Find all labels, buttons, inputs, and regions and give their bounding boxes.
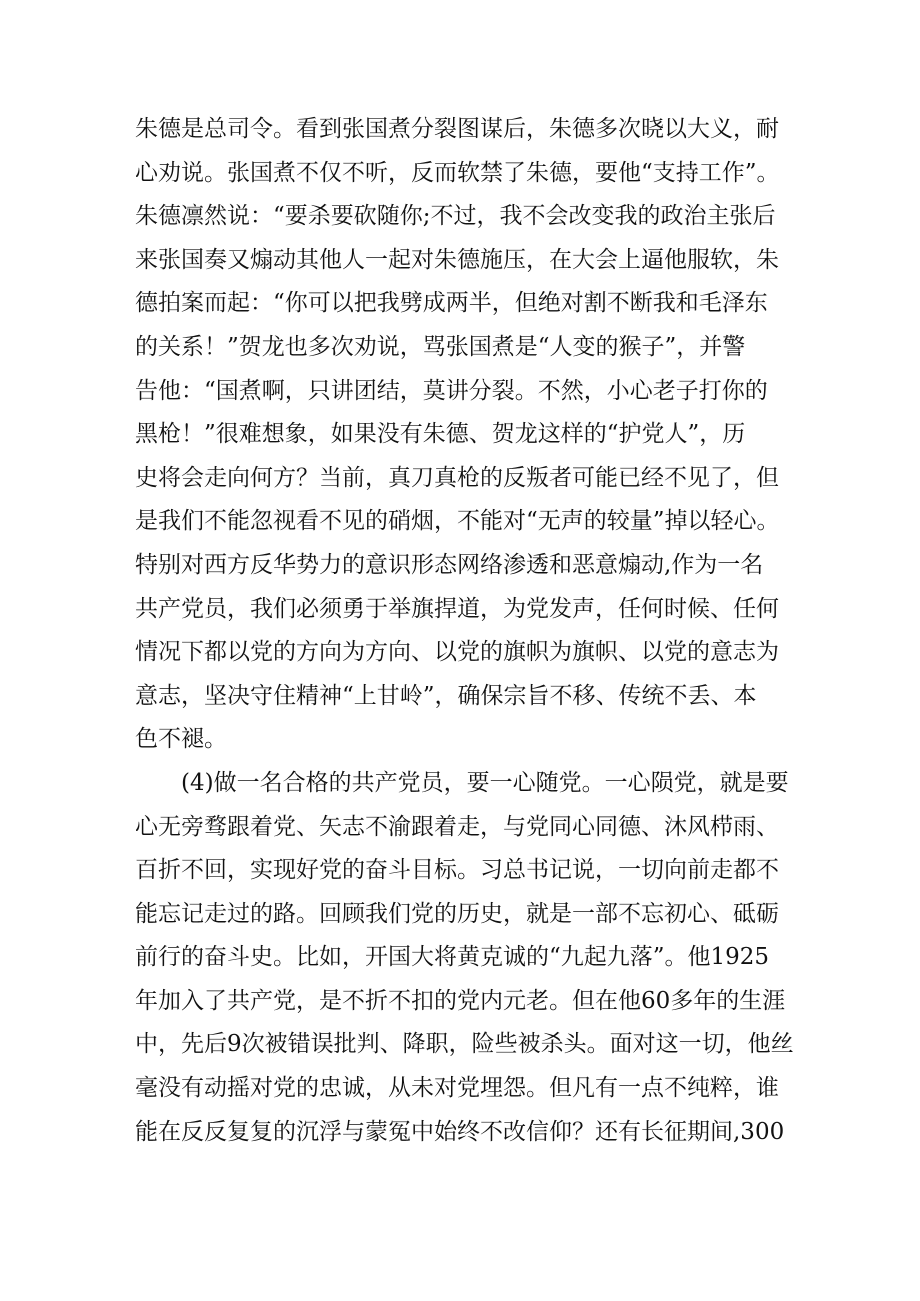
text-line: 共产党员，我们必须勇于举旗捍道，为党发声，任何时候、任何 [135, 595, 779, 622]
text-line: 朱德凛然说：“要杀要砍随你;不过，我不会改变我的政治主张后 [135, 203, 776, 230]
text-line: 是我们不能忽视看不见的硝烟，不能对“无声的较量”掉以轻心。 [135, 508, 780, 535]
text-line: 毫没有动摇对党的忠诚，从未对党埋怨。但凡有一点不纯粹，谁 [135, 1075, 779, 1102]
body-text [135, 108, 795, 1154]
text-line: 前行的奋斗史。比如，开国大将黄克诚的“九起九落”。他1925 [135, 944, 770, 971]
text-line: 来张国奏又煽动其他人一起对朱德施压，在大会上逼他服软，朱 [135, 246, 779, 273]
text-line: 百折不回，实现好党的奋斗目标。习总书记说，一切向前走都不 [135, 857, 779, 884]
text-line: 色不褪。 [135, 726, 227, 753]
text-line: 德拍案而起：“你可以把我劈成两半，但绝对割不断我和毛泽东 [135, 290, 768, 317]
text-line: 意志，坚决守住精神“上甘岭”，确保宗旨不移、传统不丢、本 [135, 682, 757, 709]
text-line: 黑枪！”很难想象，如果没有朱德、贺龙这样的“护党人”，历 [135, 421, 746, 448]
text-line: 心无旁骛跟着党、矢志不渝跟着走，与党同心同德、沐风栉雨、 [135, 813, 779, 840]
text-line: 告他：“国煮啊，只讲团结，莫讲分裂。不然，小心老子打你的 [135, 377, 768, 404]
text-line: 能在反反复复的沉浮与蒙冤中始终不改信仰？还有长征期间,300 [135, 1118, 785, 1145]
text-line: 心劝说。张国煮不仅不听，反而软禁了朱德，要他“支持工作”。 [135, 159, 780, 186]
text-line: 朱德是总司令。看到张国煮分裂图谋后，朱德多次晓以大义，耐 [135, 116, 779, 142]
text-line: 能忘记走过的路。回顾我们党的历史，就是一部不忘初心、砥砺 [135, 900, 779, 927]
text-line: 年加入了共产党，是不折不扣的党内元老。但在他60多年的生涯 [135, 987, 786, 1014]
text-line: 史将会走向何方？当前，真刀真枪的反叛者可能已经不见了，但 [135, 464, 779, 491]
text-line: 中，先后9次被错误批判、降职，险些被杀头。面对这一切，他丝 [135, 1031, 794, 1058]
text-line: 情况下都以党的方向为方向、以党的旗帜为旗帜、以党的意志为 [135, 639, 779, 666]
text-line: 的关系！”贺龙也多次劝说，骂张国煮是“人变的猴子”，并警 [135, 333, 746, 360]
text-line: 特别对西方反华势力的意识形态网络渗透和恶意煽动,作为一名 [135, 551, 764, 578]
text-line: (4)做一名合格的共产党员，要一心随党。一心陨党，就是要 [181, 769, 789, 796]
